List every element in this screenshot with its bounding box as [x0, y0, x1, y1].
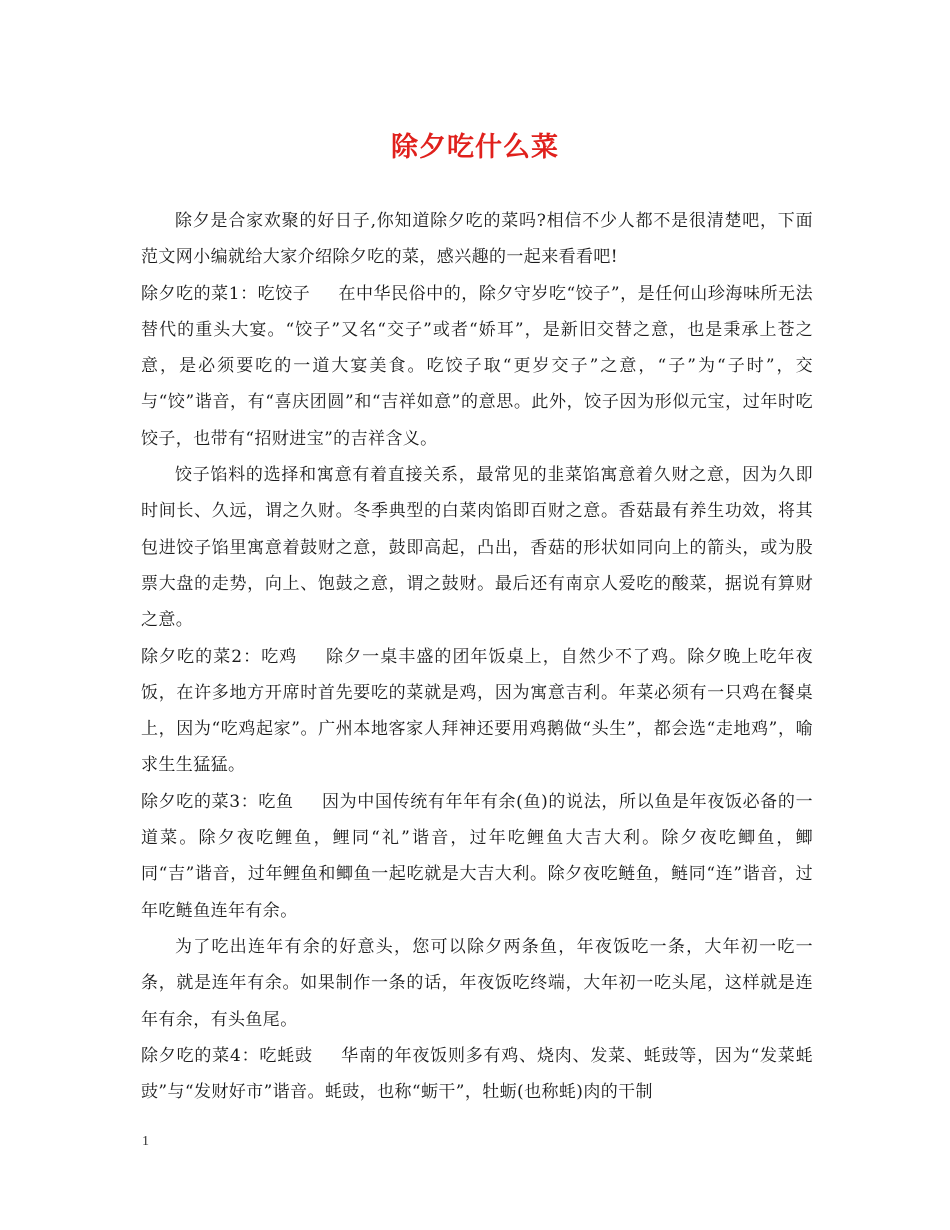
paragraph-intro	[141, 203, 813, 276]
paragraph-dish-3	[141, 784, 813, 929]
paragraph-heading: 除夕吃的菜3：吃鱼	[141, 791, 294, 812]
paragraph-text: 除夕一桌丰盛的团年饭桌上，自然少不了鸡。除夕晚上吃年夜饭，在许多地方开席时首先要吃的菜就是鸡，因为寓意吉利。年菜必须有一只鸡在餐桌上，因为“吃鸡起家”。广州本地客家人拜神还要用鸡鹅做“头生”，都会选“走地鸡”，喻求生生猛猛。	[141, 646, 813, 776]
paragraph-text: 因为中国传统有年年有余(鱼)的说法，所以鱼是年夜饭必备的一道菜。除夕夜吃鲤鱼，鲤同“礼”谐音，过年吃鲤鱼大吉大利。除夕夜吃鲫鱼，鲫同“吉”谐音，过年鲤鱼和鲫鱼一起吃就是大吉大利。除夕夜吃鲢鱼，鲢同“连”谐音，过年吃鲢鱼连年有余。	[141, 791, 813, 921]
paragraph-text: 饺子馅料的选择和寓意有着直接关系，最常见的韭菜馅寓意着久财之意，因为久即时间长、久远，谓之久财。冬季典型的白菜肉馅即百财之意。香菇最有养生功效，将其包进饺子馅里寓意着鼓财之意，鼓即高起，凸出，香菇的形状如同向上的箭头，或为股票大盘的走势，向上、饱鼓之意，谓之鼓财。最后还有南京人爱吃的酸菜，据说有算财之意。	[141, 465, 813, 631]
paragraph-dish-1	[141, 276, 813, 457]
paragraph-heading: 除夕吃的菜2：吃鸡	[141, 646, 298, 667]
paragraph-heading: 除夕吃的菜1：吃饺子	[141, 283, 311, 304]
paragraph-dish-2	[141, 639, 813, 784]
paragraph-dish-4	[141, 1038, 813, 1111]
paragraph-text: 华南的年夜饭则多有鸡、烧肉、发菜、蚝豉等，因为“发菜蚝豉”与“发财好市”谐音。蚝豉，也称“蛎干”，牡蛎(也称蚝)肉的干制	[141, 1045, 813, 1103]
paragraph-text: 为了吃出连年有余的好意头，您可以除夕两条鱼，年夜饭吃一条，大年初一吃一条，就是连年有余。如果制作一条的话，年夜饭吃终端，大年初一吃头尾，这样就是连年有余，有头鱼尾。	[141, 936, 813, 1030]
paragraph-dumpling-fillings	[141, 457, 813, 638]
paragraph-heading: 除夕吃的菜4：吃蚝豉	[141, 1045, 313, 1066]
paragraph-fish-tip	[141, 929, 813, 1038]
page-number: 1	[142, 1134, 149, 1149]
document-title: 除夕吃什么菜	[391, 132, 559, 163]
paragraph-text: 除夕是合家欢聚的好日子,你知道除夕吃的菜吗?相信不少人都不是很清楚吧，下面范文网小编就给大家介绍除夕吃的菜，感兴趣的一起来看看吧!	[141, 211, 813, 268]
paragraph-text: 在中华民俗中的，除夕守岁吃“饺子”，是任何山珍海味所无法替代的重头大宴。“饺子”又名“交子”或者“娇耳”，是新旧交替之意，也是秉承上苍之意，是必须要吃的一道大宴美食。吃饺子取“更岁交子”之意，“子”为“子时”，交与“饺”谐音，有“喜庆团圆”和“吉祥如意”的意思。此外，饺子因为形似元宝，过年时吃饺子，也带有“招财进宝”的吉祥含义。	[141, 283, 813, 449]
document-body	[141, 203, 813, 1110]
